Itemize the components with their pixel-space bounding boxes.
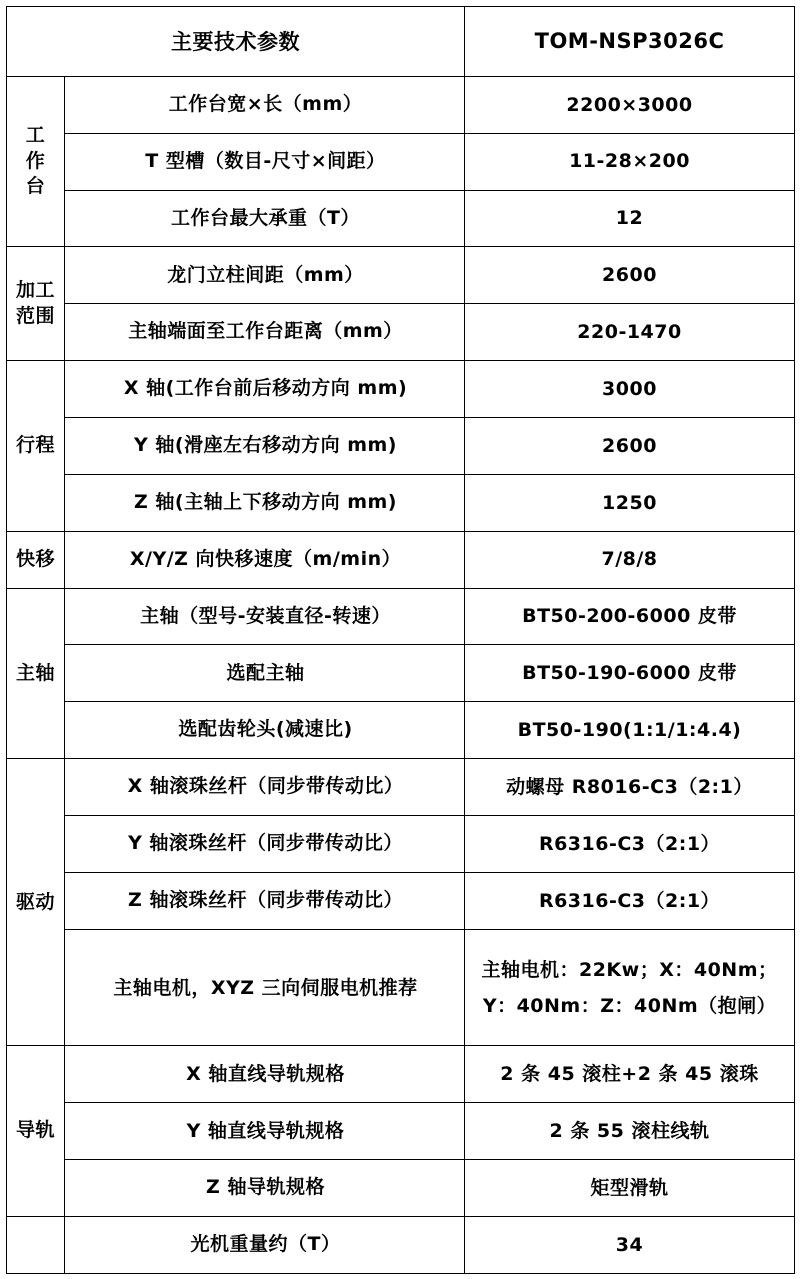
table-row — [7, 133, 795, 190]
spec-item: Y 轴(滑座左右移动方向 mm) — [65, 418, 465, 475]
table-row — [7, 929, 795, 1046]
group-label-line: 范围 — [15, 304, 55, 327]
table-row — [7, 531, 795, 588]
group-label-worktable — [7, 76, 65, 247]
table-row — [7, 1160, 795, 1217]
spec-value: 34 — [465, 1217, 795, 1274]
group-label-line: 行程 — [15, 434, 55, 457]
spec-value: 动螺母 R8016-C3（2:1） — [465, 759, 795, 816]
table-row — [7, 361, 795, 418]
spec-item: X 轴直线导轨规格 — [65, 1046, 465, 1103]
group-label-guideway — [7, 1046, 65, 1217]
table-row — [7, 1103, 795, 1160]
group-label-spindle — [7, 588, 65, 759]
spec-value: 2200×3000 — [465, 76, 795, 133]
spec-item: Z 轴(主轴上下移动方向 mm) — [65, 474, 465, 531]
header-title-cell: 主要技术参数 — [7, 7, 465, 77]
group-label-machining-range — [7, 247, 65, 361]
spec-item: Z 轴滚珠丝杆（同步带传动比） — [65, 872, 465, 929]
spec-item: T 型槽（数目-尺寸×间距） — [65, 133, 465, 190]
spec-value: BT50-190(1:1/1:4.4) — [465, 702, 795, 759]
spec-item: 选配齿轮头(减速比) — [65, 702, 465, 759]
spec-item: X 轴滚珠丝杆（同步带传动比） — [65, 759, 465, 816]
table-row — [7, 588, 795, 645]
table-row — [7, 1046, 795, 1103]
table-row — [7, 872, 795, 929]
group-label-char: 工 — [25, 124, 46, 147]
spec-item: 主轴电机，XYZ 三向伺服电机推荐 — [65, 929, 465, 1046]
spec-value: BT50-200-6000 皮带 — [465, 588, 795, 645]
spec-value: 2 条 55 滚柱线轨 — [465, 1103, 795, 1160]
spec-value: 矩型滑轨 — [465, 1160, 795, 1217]
spec-value: R6316-C3（2:1） — [465, 872, 795, 929]
table-row — [7, 759, 795, 816]
table-row — [7, 418, 795, 475]
spec-item: 主轴端面至工作台距离（mm） — [65, 304, 465, 361]
group-label-rapid-feed — [7, 531, 65, 588]
spec-item: 主轴（型号-安装直径-转速） — [65, 588, 465, 645]
spec-item: X/Y/Z 向快移速度（m/min） — [65, 531, 465, 588]
spec-value: 主轴电机：22Kw；X：40Nm；Y：40Nm：Z：40Nm（抱闸） — [465, 929, 795, 1046]
table-row — [7, 247, 795, 304]
table-row — [7, 474, 795, 531]
spec-item: Z 轴导轨规格 — [65, 1160, 465, 1217]
spec-value: 7/8/8 — [465, 531, 795, 588]
header-model-cell: TOM-NSP3026C — [465, 7, 795, 77]
spec-value: 2600 — [465, 247, 795, 304]
table-row — [7, 702, 795, 759]
table-row — [7, 645, 795, 702]
group-label-line: 加工 — [15, 279, 55, 302]
spec-item: 光机重量约（T） — [65, 1217, 465, 1274]
spec-value: R6316-C3（2:1） — [465, 816, 795, 873]
table-header-row — [7, 7, 795, 77]
group-label-char: 作 — [25, 149, 46, 172]
spec-item: Y 轴滚珠丝杆（同步带传动比） — [65, 816, 465, 873]
spec-value: 3000 — [465, 361, 795, 418]
group-label-line: 导轨 — [15, 1119, 55, 1142]
group-label-line: 主轴 — [15, 661, 55, 684]
spec-item: 选配主轴 — [65, 645, 465, 702]
spec-value: 2600 — [465, 418, 795, 475]
group-label-line: 驱动 — [15, 890, 55, 913]
group-label-empty — [7, 1217, 65, 1274]
spec-value: 12 — [465, 190, 795, 247]
table-row — [7, 76, 795, 133]
spec-item: Y 轴直线导轨规格 — [65, 1103, 465, 1160]
spec-value: 1250 — [465, 474, 795, 531]
spec-value: 2 条 45 滚柱+2 条 45 滚珠 — [465, 1046, 795, 1103]
spec-item: X 轴(工作台前后移动方向 mm) — [65, 361, 465, 418]
table-row — [7, 1217, 795, 1274]
spec-value: 220-1470 — [465, 304, 795, 361]
spec-value: 11-28×200 — [465, 133, 795, 190]
group-label-char: 台 — [25, 175, 46, 198]
spec-item: 工作台宽×长（mm） — [65, 76, 465, 133]
spec-item: 工作台最大承重（T） — [65, 190, 465, 247]
group-label-line: 快移 — [15, 547, 55, 570]
specification-table — [6, 6, 795, 1274]
table-row — [7, 190, 795, 247]
table-row — [7, 816, 795, 873]
group-label-travel — [7, 361, 65, 532]
spec-item: 龙门立柱间距（mm） — [65, 247, 465, 304]
group-label-drive — [7, 759, 65, 1046]
table-row — [7, 304, 795, 361]
spec-value: BT50-190-6000 皮带 — [465, 645, 795, 702]
